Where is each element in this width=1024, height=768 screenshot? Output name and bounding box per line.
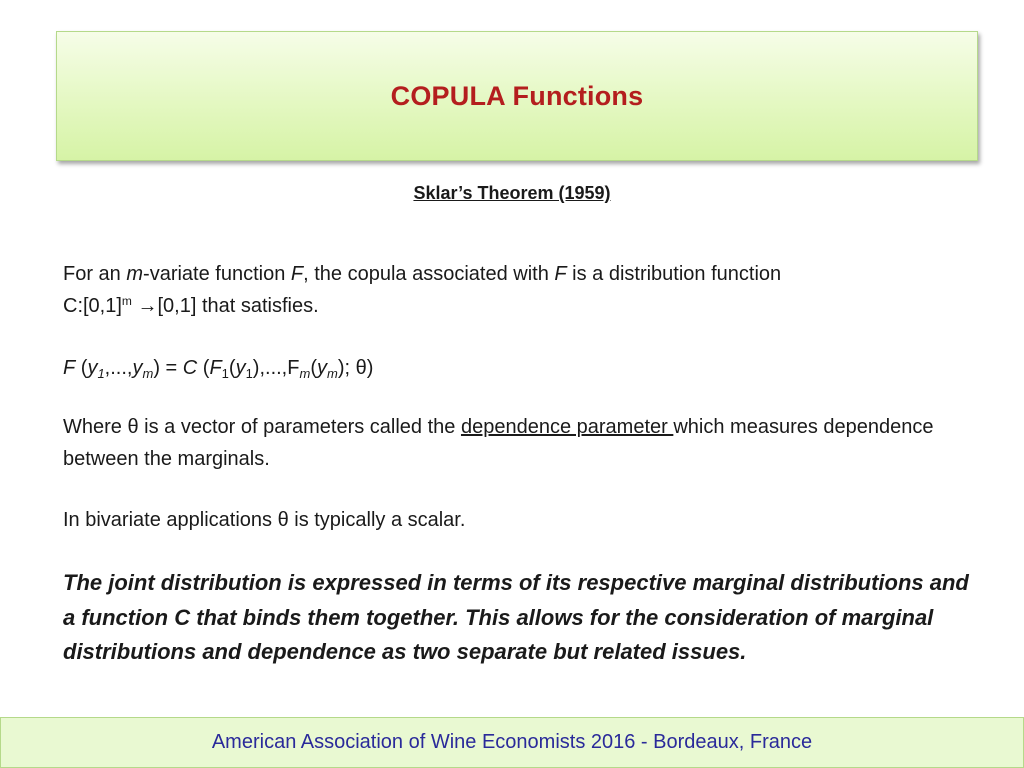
bivariate-paragraph: In bivariate applications θ is typically a scalar. (63, 509, 466, 531)
footer-bar (0, 717, 1024, 768)
title-banner (56, 31, 978, 161)
subtitle: Sklar’s Theorem (1959) (413, 183, 611, 203)
slide-title: COPULA Functions (390, 80, 644, 111)
dependence-parameter-term: dependence parameter (460, 416, 674, 438)
definition-paragraph: For an m-variate function F, the copula associated with F is a distribution function $C:[0,1]^m \to[0,1]$ that satisfies. (63, 263, 782, 317)
copula-formula: F $(y_1,...,y_m) = C$ ($F_1(y_1),...,F_m(y_m)$; θ) (63, 357, 374, 381)
summary-paragraph: The joint distribution is expressed in terms of its respective marginal distributions and a function C that binds them together. This allows for the consideration of marginal distributions and dependence as two separate but related issues. (63, 570, 969, 664)
dependence-paragraph: Where θ is a vector of parameters called the dependence parameter which measures dependence between the marginals. (63, 416, 934, 470)
footer-text: American Association of Wine Economists 2016 - Bordeaux, France (211, 731, 813, 753)
